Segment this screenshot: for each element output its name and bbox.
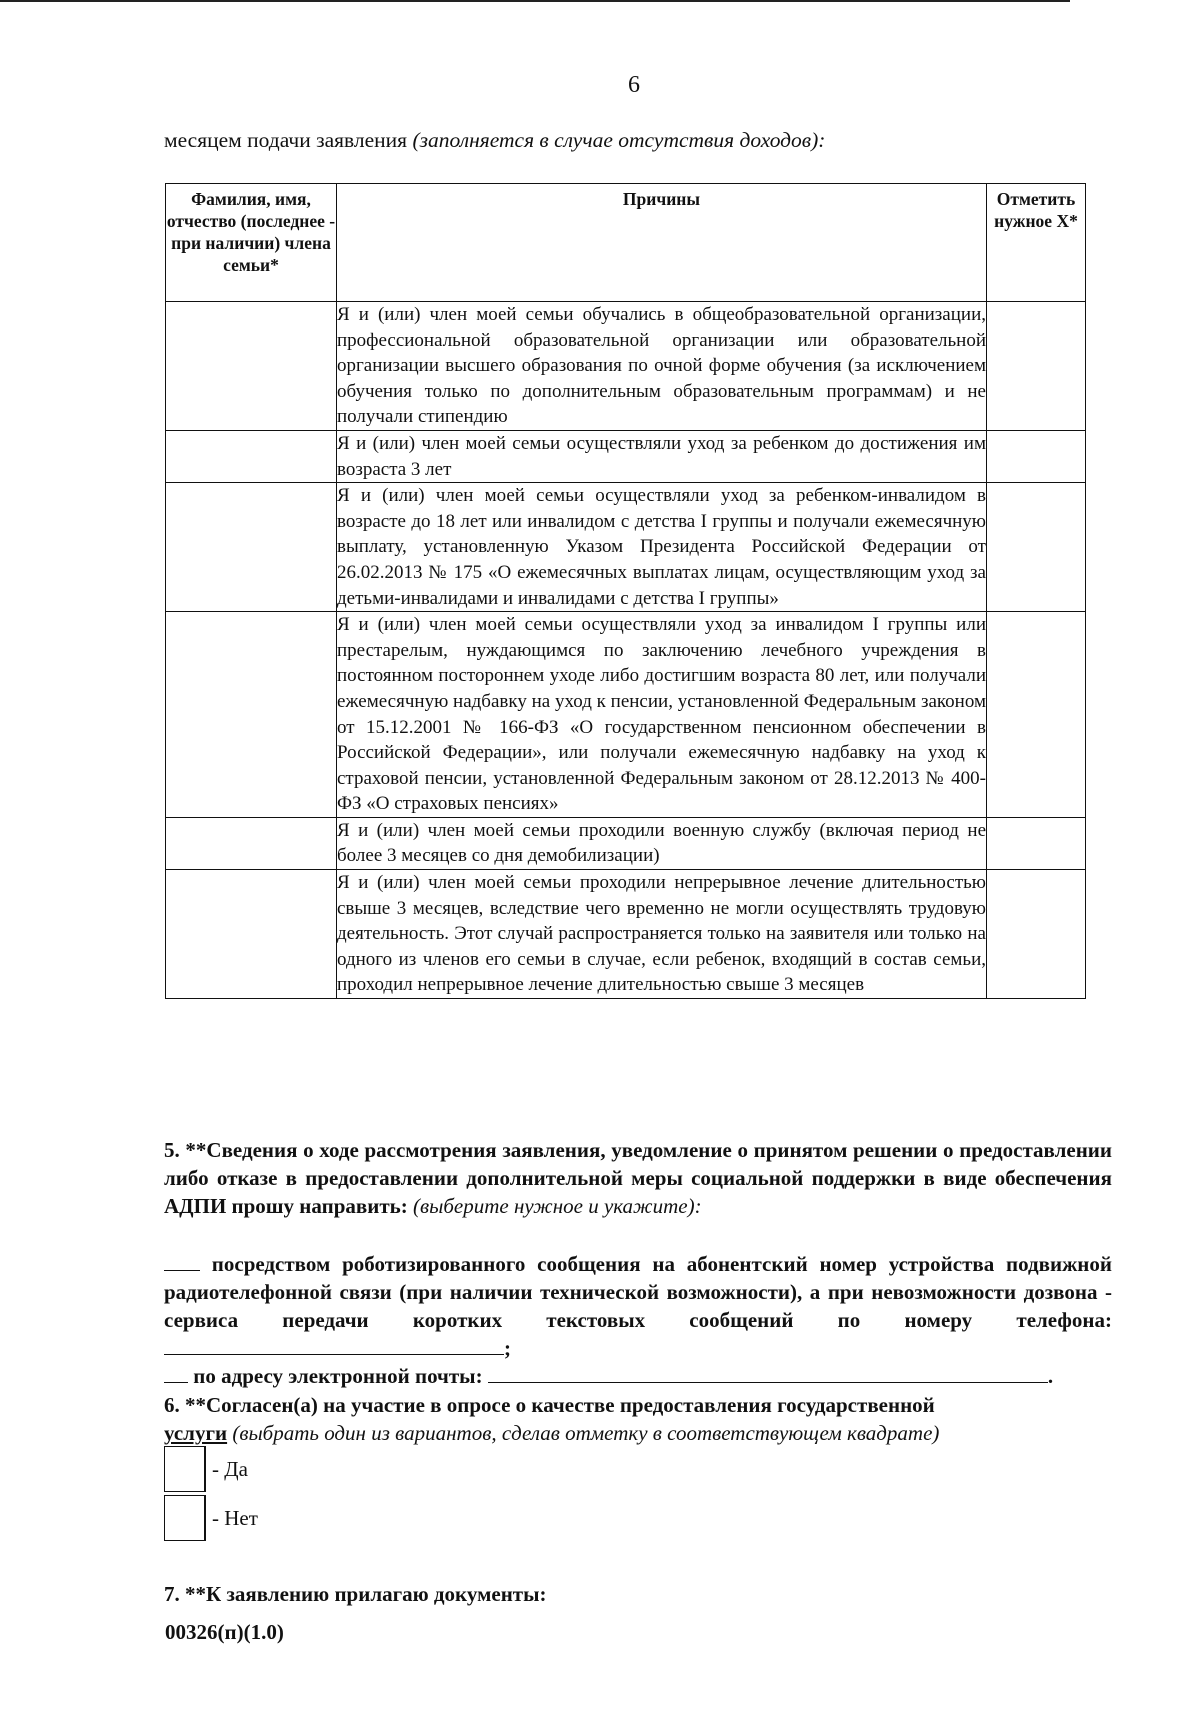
section-5-text: 5. **Сведения о ходе рассмотрения заявления, уведомление о принятом решении о предоставлении либо отказе в предоставлении дополнительной меры социальной поддержки в виде обеспечения АДПИ прошу направить: — [164, 1138, 1112, 1218]
yes-checkbox[interactable] — [164, 1446, 206, 1492]
intro-text: месяцем подачи заявления — [164, 128, 413, 152]
table-row — [166, 817, 1086, 869]
section-7-heading: 7. **К заявлению прилагаю документы: — [164, 1582, 547, 1606]
option-phone-semicolon: ; — [504, 1336, 511, 1360]
family-member-cell[interactable] — [166, 817, 337, 869]
mark-cell[interactable] — [987, 612, 1086, 818]
family-member-cell[interactable] — [166, 870, 337, 999]
mark-cell[interactable] — [987, 817, 1086, 869]
section-6-text-a: 6. **Согласен(а) на участие в опросе о качестве предоставления государственной — [164, 1393, 935, 1417]
family-member-cell[interactable] — [166, 302, 337, 431]
section-6-note: (выбрать один из вариантов, сделав отметку в соответствующем квадрате) — [227, 1421, 940, 1445]
form-code: 00326(п)(1.0) — [165, 1620, 284, 1644]
reasons-table — [165, 183, 1086, 999]
section-5-heading — [164, 1136, 1112, 1220]
table-header-row — [166, 184, 1086, 302]
table-row — [166, 612, 1086, 818]
option-email-text: по адресу электронной почты: — [193, 1364, 483, 1388]
table-row — [166, 430, 1086, 482]
choice-no — [164, 1495, 258, 1541]
option-phone-text: посредством роботизированного сообщения на абонентский номер устройства подвижной радиотелефонной связи (при наличии технической возможности), а при невозможности дозвона - сервиса передачи коротких текстовых сообщений по номеру телефона: — [164, 1252, 1112, 1332]
mark-cell[interactable] — [987, 483, 1086, 612]
choice-yes — [164, 1446, 248, 1492]
mark-cell[interactable] — [987, 302, 1086, 431]
intro-line — [164, 128, 825, 153]
reason-cell: Я и (или) член моей семьи осуществляли уход за ребенком до достижения им возраста 3 лет — [337, 430, 987, 482]
reason-cell: Я и (или) член моей семьи осуществляли уход за инвалидом I группы или престарелым, нуждающимся по заключению лечебного учреждения в постоянном постороннем уходе либо достигшим возраста 80 лет, или получали ежемесячную надбавку на уход к пенсии, установленной Федеральным законом от 15.12.2001 № 166-ФЗ «О государственном пенсионном обеспечении в Российской Федерации», или получали ежемесячную надбавку на уход к страховой пенсии, установленной Федеральным законом от 28.12.2013 № 400-ФЗ «О страховых пенсиях» — [337, 612, 987, 818]
reason-cell: Я и (или) член моей семьи обучались в общеобразовательной организации, профессиональной образовательной организации или образовательной организации высшего образования по очной форме обучения (за исключением обучения только по дополнительным образовательным программам) и не получали стипендию — [337, 302, 987, 431]
table-row — [166, 483, 1086, 612]
header-name: Фамилия, имя, отчество (последнее - при наличии) члена семьи* — [166, 184, 337, 302]
top-border-line — [0, 0, 1070, 2]
mark-cell[interactable] — [987, 870, 1086, 999]
no-label: - Нет — [212, 1505, 258, 1530]
reason-cell: Я и (или) член моей семьи проходили непрерывное лечение длительностью свыше 3 месяцев, вследствие чего временно не могли осуществлять трудовую деятельность. Этот случай распространяется только на заявителя или только на одного из членов его семьи в случае, если ребенок, входящий в состав семьи, проходил непрерывное лечение длительностью свыше 3 месяцев — [337, 870, 987, 999]
option-phone — [164, 1250, 1112, 1362]
option-email — [164, 1362, 1114, 1390]
phone-number-field[interactable] — [164, 1354, 504, 1355]
email-field[interactable] — [488, 1382, 1048, 1383]
page-number: 6 — [628, 72, 640, 98]
intro-note: (заполняется в случае отсутствия доходов): — [412, 128, 826, 152]
header-mark: Отметить нужное X* — [987, 184, 1086, 302]
table-row — [166, 302, 1086, 431]
header-reasons: Причины — [337, 184, 987, 302]
option-phone-mark-line[interactable] — [164, 1270, 200, 1271]
no-checkbox[interactable] — [164, 1495, 206, 1541]
family-member-cell[interactable] — [166, 612, 337, 818]
section-5-note: (выберите нужное и укажите): — [413, 1194, 702, 1218]
table-row — [166, 870, 1086, 999]
section-6-text-b: услуги — [164, 1421, 228, 1445]
section-6-heading — [164, 1391, 1114, 1447]
mark-cell[interactable] — [987, 430, 1086, 482]
reason-cell: Я и (или) член моей семьи проходили военную службу (включая период не более 3 месяцев со дня демобилизации) — [337, 817, 987, 869]
yes-label: - Да — [212, 1456, 248, 1481]
family-member-cell[interactable] — [166, 483, 337, 612]
option-email-period: . — [1047, 1364, 1054, 1388]
reason-cell: Я и (или) член моей семьи осуществляли уход за ребенком-инвалидом в возрасте до 18 лет или инвалидом с детства I группы и получали ежемесячную выплату, установленную Указом Президента Российской Федерации от 26.02.2013 № 175 «О ежемесячных выплатах лицам, осуществляющим уход за детьми-инвалидами и инвалидами с детства I группы» — [337, 483, 987, 612]
family-member-cell[interactable] — [166, 430, 337, 482]
option-email-mark-line[interactable] — [164, 1382, 188, 1383]
